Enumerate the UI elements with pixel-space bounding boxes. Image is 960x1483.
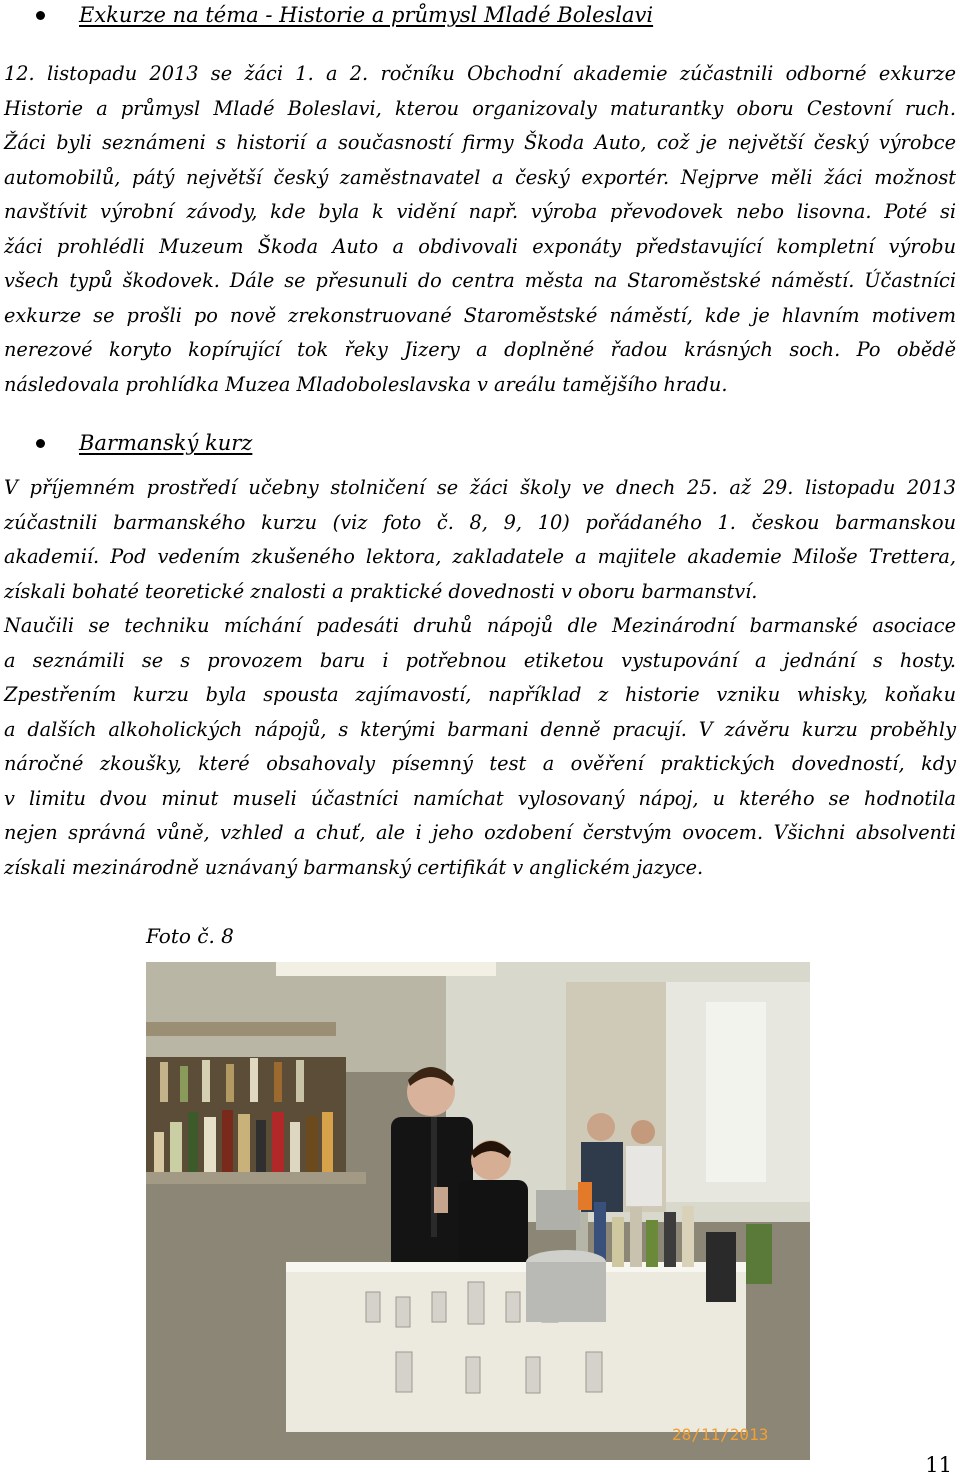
text-line: nerezové koryto kopírující tok řeky Jizery a doplněné řadou krásných soch. Po obědě	[4, 338, 956, 361]
text-line: zúčastnili barmanského kurzu (viz foto č. 8, 9, 10) pořádaného 1. českou barmanskou	[4, 510, 956, 534]
text-line: nejen správná vůně, vzhled a chuť, ale i jeho ozdobení čerstvým ovocem. Všichni absolventi	[4, 821, 956, 844]
paragraph-bartender-course	[4, 471, 956, 885]
section-heading-text: Barmanský kurz	[79, 431, 253, 455]
photo-caption: Foto č. 8	[146, 924, 234, 948]
text-line: 12. listopadu 2013 se žáci 1. a 2. ročníku Obchodní akademie zúčastnili odborné exkurze	[4, 62, 956, 85]
text-line: a dalších alkoholických nápojů, s kterými barmani denně pracují. V závěru kurzu proběhly	[4, 717, 956, 741]
bullet-icon	[36, 439, 45, 448]
text-line: žáci prohlédli Muzeum Škoda Auto a obdivovali exponáty představující kompletní výrobu	[4, 234, 956, 258]
text-line: Žáci byli seznámeni s historií a současností firmy Škoda Auto, což je největší český výrobce	[4, 131, 956, 154]
text-line: navštívit výrobní závody, kde byla k vidění např. výroba převodovek nebo lisovna. Poté si	[4, 200, 956, 223]
section-heading-excursion	[0, 0, 653, 30]
photo-illustration	[146, 962, 810, 1460]
photo-date-stamp: 28/11/2013	[672, 1425, 769, 1444]
section-heading-text: Exkurze na téma - Historie a průmysl Mladé Boleslavi	[79, 3, 654, 27]
section-heading-bartender-course	[0, 428, 252, 458]
text-line: a seznámili se s provozem baru i potřebnou etiketou vystupování a jednání s hosty.	[4, 648, 956, 672]
text-line: automobilů, pátý největší český zaměstnavatel a český exportér. Nejprve měli žáci možnost	[4, 165, 956, 189]
text-line: získali mezinárodně uznávaný barmanský certifikát v anglickém jazyce.	[4, 855, 704, 879]
text-line: náročné zkoušky, které obsahovaly písemný test a ověření praktických dovedností, kdy	[4, 752, 956, 775]
text-line: Naučili se techniku míchání padesáti druhů nápojů dle Mezinárodní barmanské asociace	[4, 614, 956, 637]
text-line: V příjemném prostředí učebny stolničení se žáci školy ve dnech 25. až 29. listopadu 2013	[4, 476, 956, 499]
photo-bar-course	[146, 962, 810, 1460]
bullet-icon	[36, 11, 45, 20]
text-line: následovala prohlídka Muzea Mladoboleslavska v areálu tamějšího hradu.	[4, 372, 728, 396]
text-line: exkurze se prošli po nově zrekonstruované Staroměstské náměstí, kde je hlavním motivem	[4, 303, 956, 327]
text-line: akademií. Pod vedením zkušeného lektora, zakladatele a majitele akademie Miloše Trettera,	[4, 545, 956, 568]
paragraph-excursion	[4, 57, 956, 402]
text-line: získali bohaté teoretické znalosti a praktické dovednosti v oboru barmanství.	[4, 579, 758, 603]
text-line: Historie a průmysl Mladé Boleslavi, kterou organizovaly maturantky oboru Cestovní ruch.	[4, 96, 956, 120]
text-line: všech typů škodovek. Dále se přesunuli do centra města na Staroměstské náměstí. Účastníci	[4, 269, 956, 292]
text-line: v limitu dvou minut museli účastníci namíchat vylosovaný nápoj, u kterého se hodnotila	[4, 786, 956, 810]
page-number: 11	[925, 1453, 952, 1477]
text-line: Zpestřením kurzu byla spousta zajímavostí, například z historie vzniku whisky, koňaku	[4, 683, 956, 706]
